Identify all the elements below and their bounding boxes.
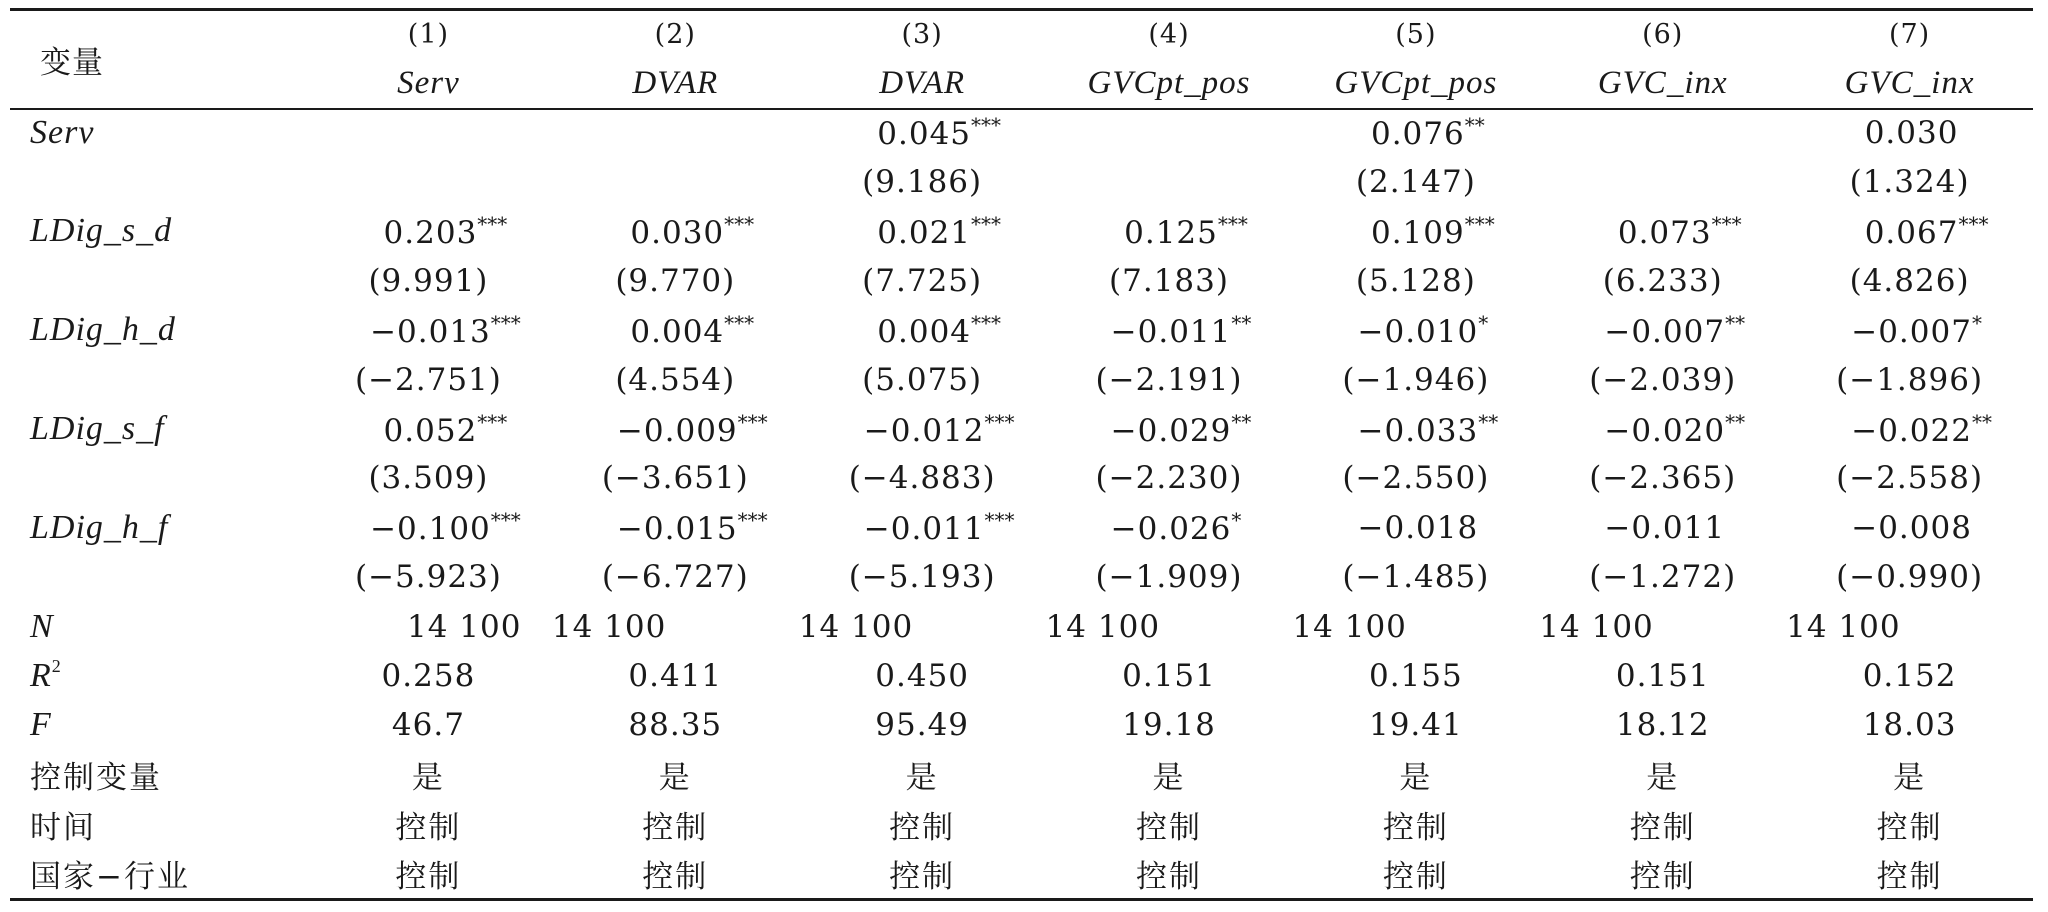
coefficient-row [10,108,2033,157]
coefficient-cell [305,503,552,552]
t-statistic-cell: (−2.751) [354,361,502,398]
coefficient-cell [1786,404,2033,453]
control-row [10,849,2033,898]
control-cell: 控制 [1382,858,1449,895]
regression-table [10,11,2033,898]
t-statistic-cell: (−1.946) [1342,361,1490,398]
coefficient-value: −0.011 [1604,509,1726,546]
r-squared-superscript: 2 [51,656,62,677]
coefficient-cell [1539,207,1786,256]
control-label: 国家−行业 [30,858,190,895]
control-row [10,750,2033,799]
control-cell: 控制 [1876,858,1943,895]
r-squared-row [10,651,2033,700]
coefficient-cell [1539,503,1786,552]
coefficient-cell [799,404,1046,453]
coefficient-cell [552,503,799,552]
significance-stars: *** [490,508,521,533]
t-statistic-cell: (9.186) [862,164,983,201]
coefficient-cell [305,108,552,157]
coefficient-value: 0.045 [877,116,972,153]
significance-stars: *** [1711,211,1742,236]
observations-row [10,602,2033,651]
coefficient-value: 0.030 [630,214,725,251]
coefficient-cell [1046,108,1293,157]
column-dependent-variable: GVC_inx [1597,64,1728,101]
coefficient-value: −0.010 [1357,313,1479,350]
coefficient-cell [552,404,799,453]
significance-stars: *** [984,508,1015,533]
significance-stars: *** [477,409,508,434]
t-statistic-row [10,355,2033,404]
coefficient-value: −0.013 [370,313,491,350]
coefficient-cell [799,306,1046,355]
coefficient-cell [799,207,1046,256]
control-cell: 是 [1646,760,1680,797]
observations-cell: 14 100 [1292,608,1407,645]
control-cell: 控制 [395,858,462,895]
coefficient-value: −0.022 [1851,412,1972,449]
coefficient-value: 0.067 [1864,214,1959,251]
t-statistic-cell: (−1.909) [1095,559,1243,596]
coefficient-cell [1292,108,1539,157]
r-squared-label [10,651,305,700]
t-statistic-cell: (−5.923) [354,559,502,596]
t-statistic-cell: (−5.193) [848,559,996,596]
t-statistic-row [10,256,2033,305]
t-statistic-cell: (−1.485) [1342,559,1490,596]
coefficient-value: −0.029 [1110,412,1232,449]
control-cell: 控制 [1629,809,1696,846]
t-statistic-cell: (5.128) [1355,262,1476,299]
t-statistic-cell [1046,157,1293,206]
bottom-rule [10,898,2033,901]
coefficient-row [10,207,2033,256]
f-statistic-cell: 95.49 [875,707,970,744]
coefficient-cell [1786,503,2033,552]
observations-cell: 14 100 [407,608,522,645]
coefficient-value: 0.125 [1124,214,1218,251]
coefficient-value: 0.109 [1370,214,1465,251]
coefficient-cell [1046,306,1293,355]
significance-stars: *** [1464,211,1495,236]
coefficient-cell [1786,207,2033,256]
coefficient-cell [799,503,1046,552]
r-squared-cell: 0.151 [1615,657,1710,694]
control-row [10,799,2033,848]
control-cell: 是 [658,760,692,797]
column-dependent-variable: GVCpt_pos [1087,64,1251,101]
row-variable-label: LDig_s_d [30,212,173,250]
coefficient-cell [1539,404,1786,453]
f-statistic-cell: 19.18 [1122,707,1216,744]
significance-stars: ** [1725,409,1746,434]
t-statistic-cell: (4.554) [615,361,736,398]
coefficient-cell [1786,108,2033,157]
significance-stars: ** [1478,409,1499,434]
t-statistic-cell: (−1.896) [1836,361,1984,398]
variable-header: 变量 [40,45,104,81]
table-body [10,11,2033,898]
coefficient-value: −0.015 [616,511,738,548]
r-squared-cell: 0.258 [381,657,476,694]
row-spacer [10,157,305,206]
significance-stars: *** [737,508,768,533]
significance-stars: *** [1958,211,1989,236]
control-cell: 控制 [395,809,462,846]
control-cell: 控制 [1629,858,1696,895]
significance-stars: *** [724,310,755,335]
coefficient-value: 0.203 [383,214,478,251]
f-statistic-cell: 19.41 [1368,707,1463,744]
coefficient-cell [1539,108,1786,157]
t-statistic-cell: (−2.365) [1589,460,1737,497]
column-number: (5) [1395,19,1437,50]
f-statistic-row [10,701,2033,750]
coefficient-value: −0.007 [1604,313,1726,350]
coefficient-cell [1292,404,1539,453]
coefficient-cell [1292,207,1539,256]
coefficient-cell [1786,306,2033,355]
significance-stars: * [1478,310,1489,335]
row-variable-label: Serv [30,113,95,151]
t-statistic-cell: (7.725) [862,262,983,299]
significance-stars: ** [1971,409,1992,434]
control-cell: 控制 [1382,809,1449,846]
r-squared-symbol: R [30,657,52,695]
row-spacer [10,256,305,305]
control-label: 时间 [30,809,96,846]
f-statistic-cell: 88.35 [628,707,723,744]
column-dependent-variable: DVAR [879,64,966,101]
coefficient-value: 0.052 [383,412,478,449]
r-squared-cell: 0.155 [1368,657,1463,694]
significance-stars: *** [477,211,508,236]
f-statistic-cell: 46.7 [391,707,465,744]
significance-stars: ** [1464,113,1485,138]
column-dependent-variable: Serv [397,64,460,101]
coefficient-cell [552,108,799,157]
control-cell: 控制 [889,809,956,846]
coefficient-value: −0.018 [1357,509,1479,546]
t-statistic-row [10,454,2033,503]
control-cell: 是 [411,760,445,797]
f-statistic-cell: 18.03 [1862,707,1957,744]
significance-stars: *** [724,211,755,236]
coefficient-value: −0.008 [1851,509,1972,546]
t-statistic-cell: (−1.272) [1589,559,1737,596]
observations-label: N [30,607,54,645]
coefficient-value: −0.026 [1110,511,1232,548]
t-statistic-cell: (9.991) [368,262,489,299]
row-spacer [10,355,305,404]
coefficient-cell [799,108,1046,157]
t-statistic-cell: (7.183) [1109,262,1229,299]
r-squared-cell: 0.151 [1122,657,1216,694]
t-statistic-cell: (9.770) [615,262,736,299]
row-variable-label: LDig_h_d [30,311,176,349]
column-number: (1) [407,19,450,50]
control-cell: 控制 [1136,858,1202,895]
t-statistic-cell [305,157,552,206]
control-cell: 控制 [889,858,956,895]
t-statistic-cell: (3.509) [368,460,489,497]
significance-stars: ** [1231,310,1252,335]
t-statistic-cell: (−3.651) [601,460,749,497]
column-dependent-variable: GVCpt_pos [1334,64,1498,101]
observations-cell: 14 100 [1786,608,1901,645]
coefficient-cell [305,404,552,453]
coefficient-cell [1046,503,1293,552]
r-squared-cell: 0.411 [628,657,723,694]
t-statistic-cell: (−2.191) [1095,361,1243,398]
t-statistic-cell: (2.147) [1355,164,1476,201]
header-row-names [10,58,2033,108]
t-statistic-cell: (−2.230) [1095,460,1243,497]
t-statistic-cell [552,157,799,206]
coefficient-cell [552,306,799,355]
coefficient-cell [305,306,552,355]
row-variable-label: LDig_h_f [30,508,169,546]
t-statistic-cell: (−2.558) [1836,460,1984,497]
t-statistic-cell: (−0.990) [1836,559,1984,596]
t-statistic-row [10,157,2033,206]
r-squared-cell: 0.152 [1862,657,1957,694]
significance-stars: *** [971,211,1002,236]
coefficient-cell [1292,306,1539,355]
coefficient-row [10,306,2033,355]
t-statistic-cell: (1.324) [1849,164,1970,201]
observations-cell: 14 100 [798,608,914,645]
row-spacer [10,454,305,503]
coefficient-cell [1539,306,1786,355]
column-number: (2) [654,19,696,50]
coefficient-value: −0.007 [1851,313,1972,350]
control-cell: 是 [1399,760,1433,797]
t-statistic-cell [1539,157,1786,206]
coefficient-value: 0.004 [630,313,725,350]
control-cell: 是 [905,760,939,797]
significance-stars: *** [490,310,521,335]
header-row-numbers [10,11,2033,58]
observations-cell: 14 100 [1539,608,1654,645]
significance-stars: *** [1217,211,1248,236]
t-statistic-cell: (6.233) [1602,262,1723,299]
control-cell: 控制 [1136,809,1202,846]
coefficient-row [10,503,2033,552]
control-cell: 是 [1893,760,1927,797]
coefficient-value: −0.020 [1604,412,1726,449]
control-cell: 控制 [1876,809,1943,846]
coefficient-cell [1292,503,1539,552]
coefficient-value: 0.076 [1370,116,1465,153]
t-statistic-row [10,553,2033,602]
coefficient-value: 0.030 [1864,114,1959,151]
significance-stars: *** [971,310,1002,335]
control-cell: 控制 [642,809,709,846]
coefficient-value: 0.004 [877,313,972,350]
t-statistic-cell: (4.826) [1849,262,1970,299]
column-dependent-variable: DVAR [632,64,719,101]
control-cell: 控制 [642,858,709,895]
significance-stars: ** [1725,310,1746,335]
t-statistic-cell: (5.075) [862,361,983,398]
significance-stars: *** [971,113,1002,138]
coefficient-value: −0.100 [370,511,491,548]
coefficient-value: −0.012 [863,412,985,449]
coefficient-value: 0.073 [1617,214,1712,251]
coefficient-value: 0.021 [877,214,972,251]
column-number: (4) [1148,19,1190,50]
column-number: (7) [1888,19,1931,50]
column-number: (6) [1642,19,1684,50]
column-number: (3) [901,19,943,50]
coefficient-value: −0.033 [1357,412,1479,449]
significance-stars: *** [984,409,1015,434]
row-spacer [10,553,305,602]
control-cell: 是 [1152,760,1186,797]
observations-cell: 14 100 [551,608,667,645]
significance-stars: *** [737,409,768,434]
t-statistic-cell: (−2.039) [1589,361,1737,398]
t-statistic-cell: (−4.883) [848,460,996,497]
f-statistic-label: F [30,706,52,744]
observations-cell: 14 100 [1045,608,1161,645]
coefficient-value: −0.011 [863,511,985,548]
t-statistic-cell: (−6.727) [601,559,749,596]
coefficient-row [10,404,2033,453]
coefficient-cell [1046,404,1293,453]
significance-stars: * [1971,310,1982,335]
significance-stars: * [1231,508,1242,533]
r-squared-cell: 0.450 [875,657,970,694]
coefficient-value: −0.011 [1110,313,1232,350]
row-variable-label: LDig_s_f [30,410,165,448]
f-statistic-cell: 18.12 [1615,707,1710,744]
coefficient-cell [1046,207,1293,256]
significance-stars: ** [1231,409,1252,434]
coefficient-cell [305,207,552,256]
t-statistic-cell: (−2.550) [1342,460,1490,497]
coefficient-value: −0.009 [616,412,738,449]
control-label: 控制变量 [30,760,162,797]
column-dependent-variable: GVC_inx [1844,64,1975,101]
coefficient-cell [552,207,799,256]
